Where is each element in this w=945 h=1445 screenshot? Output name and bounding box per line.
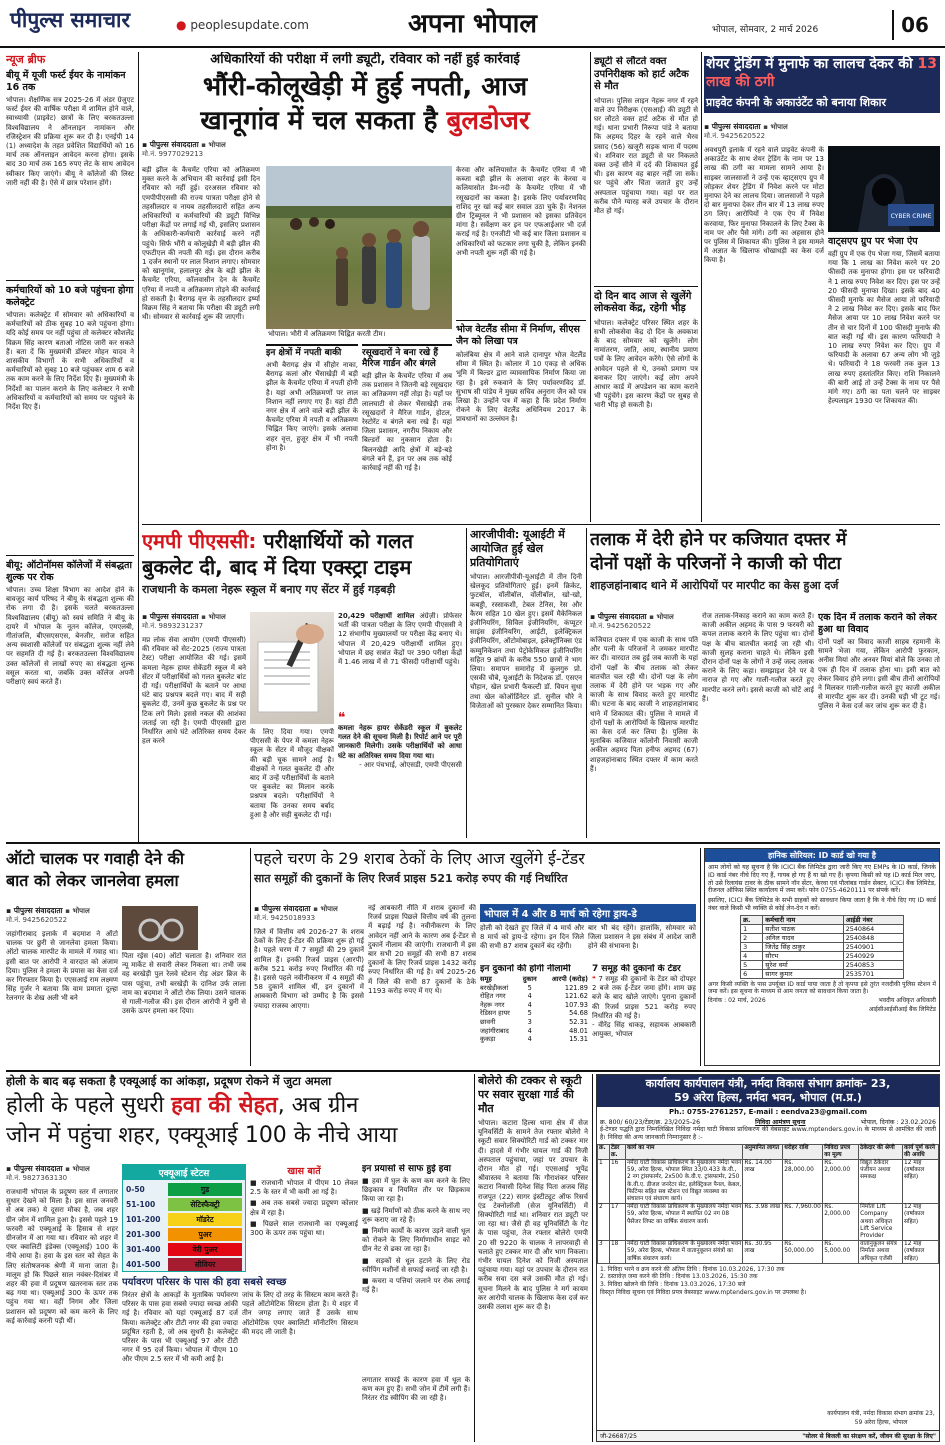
effort-item: ■ कचरा व पत्तियां जलाने पर रोक लगाई गई है। <box>362 1277 470 1295</box>
auto-attack-story: ऑटो चालक पर गवाही देने की बात को लेकर जानलेवा हमला <box>6 849 184 890</box>
brief-body: भोपाल। उच्च शिक्षा विभाग का आदेश होने के बावजूद कार्य परिषद ने बीयू के संबद्धता शुल्क की रोक लगा दी है। इसके चलते बरकतउल्ला विश्वविद्यालय (बीयू) को स्वयं समिति ने बीयू के दायरे में भोपाल के नूतन कॉलेज, एमएलबी, गीतांजलि, बीएसएसएस, बेनजीर, सरोज सहित अन्य स्वशासी कॉलेजों पर संबद्धता शुल्क नहीं लेने पर सहमति दी गई है। बरकतउल्ला विश्वविद्यालय उक्त कॉलेजों से लाखों रुपए का संबद्धता शुल्क वसूल करता था, जबकि उक्त कॉलेज अपनी परीक्षाएं स्वयं करते हैं। <box>6 586 134 687</box>
share-fraud-story: शेयर ट्रेडिंग में मुनाफे का लालच देकर की 13 लाख की ठगी प्राइवेट कंपनी के अकाउंटेंट को बनाया शिकार <box>704 56 940 518</box>
table-cell: नर्मदा घाटी विकास प्राधिकरण के मुख्यालय नर्मदा भवन 59, अरेरा हिल्स, भोपाल स्थित 33/0.433 के.वी., 2 नग ट्रांसफार्मर, 2x500 के.वी.ए. ट्रांसफार्मर, 250 के.वी.ए. डीजल जनरेटर सेट, इलेक्ट्रिकल पैनल, केबल, फिटिंग्स सहित सब स्टेशन एवं विद्युत व्यवस्था का संचालन एवं संधारण कार्य। <box>626 1160 742 1203</box>
page-number: 06 <box>892 10 936 40</box>
aqi-status-row <box>126 1182 242 1196</box>
table-cell: नर्मदा घाटी विकास प्राधिकरण के मुख्यालय नर्मदा भवन 59, अरेरा हिल्स, भोपाल में वातानुकूलन संयंत्रों का वार्षिक संधारण कार्य। <box>626 1241 742 1262</box>
auto-body: जहांगीराबाद इलाके में बदमाश ने ऑटो चालक पर छुरी से जानलेवा हमला किया। ऑटो चालक मारपीट के मामले में गवाह था। इसी बात पर आरोपी ने वारदात को अंजाम दिया। पुलिस ने हमला के प्रयास का केस दर्ज कर गिरफ्तार किया है। एएसआई राम लक्ष्मण सिंह गुर्जर ने बताया कि वाम प्रमाता दूल्हा रेलनगर के शेख अली भी बने <box>6 930 118 1003</box>
table-cell: जितेंद्र सिंह ठाकुर <box>763 942 843 951</box>
table-header: निविदा प्रपत्र का मूल्य <box>823 1144 859 1159</box>
brief-title: बीयू: ऑटोनॉमस कॉलेजों में संबद्धता शुल्क पर रोक <box>6 560 132 583</box>
fact-item: ■ राजधानी भोपाल में पीएम 10 लेवल 2.5 के स्तर में भी कमी आ गई है। <box>250 1179 358 1197</box>
brief-body: भोपाल। कलेक्ट्रेट में सोमवार को अधिकारियों व कर्मचारियों को ठीक सुबह 10 बजे पहुंचना होगा। यदि कोई समय पर नहीं पहुंचा तो कलेक्टर कौशलेंद्र विक्रम सिंह कारण बताओ नोटिस जारी कर सकते हैं। बता दें कि मुख्यमंत्री डॉक्टर मोहन यादव ने शासकीय विभागों के सभी अधिकारियों व कर्मचारियों को सुबह 10 बजे पहुंचकर शाम 6 बजे तक काम करने के लिए निर्देश दिए हैं। मुख्यमंत्री के निर्देशों का पालन कराने के लिए कलेक्टर ने सभी अधिकारियों व कर्मचारियों को समय पर पहुंचने के निर्देश दिए हैं। <box>6 311 134 412</box>
table-row <box>741 924 904 933</box>
share-box: वाट्सएप ग्रुप पर भेजा ऐप वहीं ग्रुप में एक ऐप भेजा गया, जिसमें बताया गया कि 1 लाख का निवेश करने पर 20 फीसदी तक मुनाफा होगा। इस पर फरियादी ने 1 लाख रुपए निवेश कर दिए। इस पर उन्हें 20 फीसदी मुनाफा दिखा। इसके बाद 40 फीसदी मुनाफे का मैसेज आया तो फरियादी ने 2 लाख निवेश कर दिए। इसके बाद फिर मैसेज आया पर 10 लाख निवेश करने पर तीन से चार दिनों में 100 फीसदी मुनाफे की बात कही गई थी। इस कारण फरियादी ने 10 लाख रुपए निवेश कर दिए। ग्रुप में फरियादी के अलावा 67 अन्य लोग भी जुड़े थे। फरियादी ने 18 फरवरी तक कुल 13 लाख रुपए हस्तांतरित किए। राशि निकालने की बारी आई तो उन्हें टैक्स के नाम पर पैसे मांगे गए। ठगी का पता चलने पर साइबर हेल्पलाइन 1930 पर शिकायत की। <box>828 236 940 406</box>
team-photo <box>266 166 452 340</box>
share-byline: ▪ पीपुल्स संवाददाता ▪ भोपाल मो.नं. 9425620522 <box>704 122 788 140</box>
table-cell: 2540853 <box>843 960 903 969</box>
table-header: कार्य का नाम <box>625 1144 742 1159</box>
aqi-range: 51-100 <box>126 1199 156 1209</box>
aqi-label: गुड <box>168 1183 242 1196</box>
table-cell: 5 <box>527 983 532 992</box>
dry-day-title: भोपाल में 4 और 8 मार्च को रहेगा ड्राय-डे <box>480 904 696 922</box>
effort-item: ■ निर्माण कार्यों के कारण उड़ने वाली धूल को रोकने के लिए निर्माणाधीन साइट को ग्रीन नेट से ढका जा रहा है। <box>362 1227 470 1254</box>
fact-item: ■ अब तक सबसे ज्यादा प्रदूषण कोलार क्षेत्र में रहा है। <box>250 1199 358 1217</box>
table-row <box>480 1001 588 1010</box>
table-cell: सुरेश वर्मा <box>763 960 843 969</box>
aqi-range: 401-500 <box>126 1259 161 1269</box>
aqi-range: 301-400 <box>126 1244 161 1254</box>
table-cell: 16 <box>609 1160 625 1204</box>
table-cell: रेडिसन हायर <box>480 1009 510 1018</box>
id-card-notice: हानिक सोरियल: ID कार्ड खो गया है आम लोगों को यह सूचना है कि ICICI बैंक लिमिटेड द्वारा जारी किए गए EMPs के ID कार्ड, जिनके ID कार्ड नंबर नीचे दिए गए हैं, गायब हो गए हैं या खो गए हैं। कृपया किसी को यह ID कार्ड मिल जाए, तो उसे रिलायंस टावर के ठीक सामने नॉन सेंटर, केरवा एवं पौलांबड गार्डन सेक्टर, ICICI बैंक लिमिटेड, रीजनल ऑफिस स्थित कार्यालय में जमा करें। फोन 0755-4620111 पर संपर्क करें। इसलिए, ICICI बैंक लिमिटेड के सभी ग्राहकों को सावधान किया जाता है कि वे नीचे दिए गए ID कार्ड नंबर वाले किसी भी व्यक्ति से कोई लेन-देन न करें। क्र. कर्मचारी नाम आईडी नंबर 1 सतीश पाठक 2540864 2 अनिल यादव 2540848 3 जितेंद्र सिंह ठाकुर 2540901 4 सौरभ 2540929 5 सुरेश वर्मा 2540853 6 सागर कुमार 2535701 अगर किसी व्यक्ति के पास उपर्युक्त ID कार्ड पाया जाता है तो कृपया इसे तुरंत नजदीकी पुलिस स्टेशन में जमा करें। इस सूचना के माध्यम से आम जनता को सावधान किया जाता है। दिनांक : 02 मार्च, 2026 भवदीय अधिकृत अधिकारी आईसीआईसीआई बैंक लिमिटेड <box>704 848 940 1066</box>
heart-attack-story: ड्यूटी से लौटते वक्त उपनिरीक्षक को हार्ट अटैक से मौत भोपाल। पुलिस लाइन नेहरू नगर में रहने वाले उप निरीक्षक (एसआई) की ड्यूटी से घर लौटते वक्त हार्ट अटैक से मौत हो गई। थाना प्रभारी निरूपा पांडे ने बताया कि अहमद दिहर के रहने वाले भैरव प्रसाद (56) खजूरी सड़क थाना में पदस्थ थे। शनिवार रात ड्यूटी से घर निकलते वक्त उन्हें सीने में दर्द की शिकायत हुई थी। इस कारण वह बाहर नहीं जा सके। घर पहुंचे और चिंता जताते हुए उन्हें अस्पताल पहुंचाया गया। वहां पर रात करीब पौने ग्यारह बजे उपचार के दौरान मौत हो गई। दो दिन बाद आज से खुलेंगे लोकसेवा केंद्र, रहेगी भीड़ भोपाल। कलेक्ट्रेट परिसर स्थित शहर के सभी लोकसेवा केंद्र दो दिन के अवकाश के बाद सोमवार को खुलेंगे। लोग नामांतरण, जाति, आय, स्थानीय प्रमाण पत्रों के लिए आवेदन करेंगे। ऐसे लोगों के आवेदन पहले से थे, उनको प्रमाण पत्र बनाकर दिए जाएंगे। कई लोग अपने आधार कार्ड में अपडेशन का काम कराने भी पहुंचेंगे। इस कारण केंद्रों पर सुबह से भारी भीड़ हो सकती है। <box>594 56 698 410</box>
talaq-box: एक दिन में तलाक कराने को लेकर हुआ था विवाद दोनों पक्षों का विवाद काजी साहब रहमानी के सामने भेजा गया, लेकिन आरोपी फुरकान, अनीस मियां और अनवर मियां बोले कि उनका तो एक ही दिन में तलाक होना था। इसी बात को लेकर विवाद होने लगा। इसी बीच तीनों आरोपियों ने मिलकर गाली-गलौज करते हुए काजी अकील से मारपीट शुरू कर दी। उनकी घड़ी भी टूट गई। पुलिस ने केस दर्ज कर जांच शुरू कर दी है। <box>818 612 940 711</box>
cyber-crime-image <box>828 146 940 232</box>
rgpv-story: आरजीपीवी: यूआईटी में आयोजित हुई खेल प्रतियोगिताएं भोपाल। आरजीपीवी-यूआईटी में तीन दिनी खेलकूद प्रतियोगिताएं हुई। इनमें क्रिकेट, फुटबॉल, वॉलीबॉल, वॉलीबॉल, खो-खो, कबड्डी, रस्साकशी, टेबल टेनिस, रेस और कैरम सहित 10 खेल हुए। इसमें मैकेनिकल इंजीनियरिंग, सिविल इंजीनियरिंग, कंप्यूटर साइंस इंजीनियरिंग, आईटी, इलेक्ट्रिकल इंजीनियरिंग, ऑटोमोबाइल, इलेक्ट्रॉनिक्स एंड कम्युनिकेशन तथा पेट्रोकेमिकल इंजीनियरिंग सहित 9 ब्रांचों के करीब 550 छात्रों ने भाग लिया। समापन समारोह में कुलगुरु प्रो. एसकी चौबे, यूआईटी के निदेशक डॉ. एसएन चौहान, खेल प्रभारी फैकल्टी डॉ. वियन सुधा तथा खेल कोऑर्डिनेटर डॉ. सुनील चौरे ने विजेताओं को पुरस्कार देकर सम्मानित किया। <box>470 528 582 710</box>
table-header: कार्य पूर्ण करने की अवधि <box>903 1144 939 1159</box>
table-cell: बरखेड़ीकलां <box>480 983 509 992</box>
svg-text:CYBER CRIME: CYBER CRIME <box>890 213 932 220</box>
quote-icon: ❝ <box>338 712 346 726</box>
table-cell: 15.31 <box>569 1035 588 1044</box>
dry-day-box: भोपाल में 4 और 8 मार्च को रहेगा ड्राय-डे होली को देखते हुए जिले में 4 मार्च और 8 मार्च को ड्राय-डे रहेगा। इन दिन जिले की सभी 87 शराब दुकानें बंद रहेंगी। बार भी बंद रहेंगे। हालांकि, सोमवार को जिला प्रशासन ने इस संबंध में आदेश जारी होने की संभावना है। <box>480 904 696 962</box>
table-cell: वातानुकूलन संयंत्र निर्माता अथवा अधिकृत एजेंसी <box>859 1241 903 1264</box>
table-cell: 48.01 <box>569 1026 588 1035</box>
lead-box-measurement: इन क्षेत्रों में नपती बाकी अभी बैरागढ़ क्षेत्र में सीहोर नाका, बैरागढ़ कलां और भैंसाखेड़ी में बड़ी झील के कैचमेंट एरिया में नपती होनी है। यहां अभी अतिक्रमणों पर लाल निशान नहीं लगाए गए हैं। यहां टीटी नगर क्षेत्र में आने वाले बड़ी झील के कैचमेंट एरिया में नपती व अतिक्रमण चिह्नित किए जाएंगे। इसके अलावा शहर वृत्त, हुजूर क्षेत्र में भी नपती होना है। <box>266 344 358 518</box>
handcuff-photo <box>122 906 198 950</box>
table-cell: 3 <box>598 1241 610 1264</box>
auto-body2: पिता रईस (40) ऑटो चलाता है। शनिवार रात न्यू मार्केट से सवारी लेकर निकला था। तभी जब वह बरखेड़ी पुल रेलवे स्टेशन रोड़ अंडर ब्रिज के पास पहुंचा, तभी बरखेड़ी के दानिश उर्फ लाला नाम का बदमाश ने ऑटो रोक लिया। उसने चालक से गाली-गलौज की। इस दौरान आरोपी ने छुरी से उसके ऊपर हमला कर दिया। <box>122 952 246 1016</box>
table-header: क्र. <box>598 1144 610 1159</box>
aqi-byline: ▪ पीपुल्स संवाददाता ▪ भोपाल मो.नं. 9827363130 <box>6 1164 90 1182</box>
table-cell: 1 <box>598 1160 610 1204</box>
brief-title: कर्मचारियों को 10 बजे पहुंचना होगा कलेक्ट्रेट <box>6 285 134 308</box>
web-icon: ● <box>176 18 187 32</box>
table-cell: Rs. 30.95 लाख <box>743 1241 783 1264</box>
table-cell: 2 <box>598 1204 610 1241</box>
table-row <box>741 933 904 942</box>
table-cell: 2535701 <box>843 969 903 978</box>
table-cell: 54.68 <box>569 1009 588 1018</box>
table-cell: Rs. 28,000.00 <box>783 1160 823 1204</box>
table-cell: 4 <box>527 1000 532 1009</box>
aqi-status-row <box>126 1257 242 1271</box>
aqi-range: 201-300 <box>126 1229 161 1239</box>
tender-office: कार्यालय कार्यपालन यंत्री, नर्मदा विकास संभाग क्रमांक- 23, 59 अरेरा हिल्स, नर्मदा भवन, भोपाल (म.प्र.) <box>597 1075 939 1107</box>
share-subtitle: प्राइवेट कंपनी के अकाउंटेंट को बनाया शिकार <box>704 94 940 113</box>
mppsc-quote: ❝ कमला नेहरू हायर सेकेंडरी स्कूल में बुकलेट गलत देने की सूचना मिली है। रिपोर्ट आने पर पूरी जानकारी मिलेगी। उसके परीक्षार्थियों को आधा घंटे का अतिरिक्त समय दिया गया था। - आर पंचभाई, ओएसडी, एमपी पीएससी <box>338 712 462 769</box>
news-brief-tag: न्यूज ब्रीफ <box>6 53 46 66</box>
aqi-body1: राजधानी भोपाल के प्रदूषण स्तर में लगातार सुधार देखने को मिला है। इस साल जनवरी से अब तक) ये दूसरा मौका है, जब शहर ग्रीन जोन में शामिल हुआ है। इससे पहले 19 फरवरी को एक्यूआई के हिसाब से शहर ग्रीनजोन में आ गया था। रविवार को शहर में एयर क्वालिटी इंडेक्स (एक्यूआई) 100 के नीचे आया है। हवा के इस स्तर को सेहत के लिए संतोषजनक श्रेणी में माना जाता है। मालूम हो कि पिछले साल नवंबर-दिसंबर में शहर की हवा में प्रदूषण खतरनाक स्तर तक बढ़ गया था। एक्यूआई 300 के ऊपर तक पहुंच गया था। वहीं निगम और जिला प्रशासन को प्रदूषण को कम करने के लिए कई कार्रवाई करनी पड़ी थीं। <box>6 1188 118 1325</box>
table-cell: सौरभ <box>763 951 843 960</box>
table-row <box>741 942 904 951</box>
bullet-icon: ▪ <box>142 140 148 149</box>
handcuff-icon <box>122 906 198 950</box>
mppsc-byline: ▪ पीपुल्स संवाददाता ▪ भोपाल मो.नं. 9893231237 <box>142 612 226 630</box>
auction-table: इन दुकानों की होगी नीलामी समूह दुकान आरपी (करोड़) बरखेड़ीकलां 5 121.89 रोहित नगर 4 121.62 नेहरू नगर 4 107.93 रेडिसन हायर 5 54.68 छावनी 3 52.31 जहांगीराबाद 4 48.01 कुकड़ा 4 15.31 <box>480 964 588 1044</box>
table-cell: 2540864 <box>843 924 903 933</box>
lead-box-influential: रसूखदारों ने बना रखे हैं मैरिज गार्डन और बंगले बड़ी झील के कैचमेंट एरिया में अब तक प्रशासन ने जितनी बड़े रसूखदार का अतिक्रमण नहीं तोड़ा है। यहाँ पर लालघाटी से लेकर भैंसाखेड़ी तक रसूखदारों ने मैरिज गार्डन, होटल, रेस्टोरेंट व बंगले बना रखे हैं। यहां जिला प्रशासन, नगरीय निकाय और बिल्डरों का नुकसान होता है। बिलनखेड़ी आदि क्षेत्रों में बड़े-बड़े बंगले बने हैं, इन पर अब तक कोई कार्रवाई नहीं की गई है। <box>362 344 452 518</box>
mppsc-story: एमपी पीएससी: परीक्षार्थियों को गलत बुकलेट दी, बाद में दिया एक्स्ट्रा टाइम राजधानी के कमला नेहरू स्कूल में बनाए गए सेंटर में हुई गड़बड़ी <box>142 529 413 596</box>
talaq-body: कजियात दफ्तर में एक काजी के साथ पति और पत्नी के परिजनों ने जमकर मारपीट कर दी। वारदात तब हुई जब काजी के यहां दोनों पक्षों के बीच तलाक को लेकर बातचीत चल रही थी। दोनों पक्ष के लोग तलाक में देरी होने पर भड़क गए और काजी के साथ विवाद करते हुए मारपीट की। घटना के बाद काजी ने शाहजहांनाबाद थाने में शिकायत की। पुलिस ने मामले में दोनों पक्षों के आरोपियों के खिलाफ मारपीट का केस दर्ज कर लिया है। पुलिस के मुताबिक कजियात कॉलोनी निवासी काजी अकील अहमद पिता हनीफ अहमद (67) शाहजहांनाबाद स्थित दफ्तर में काम करते हैं। <box>590 636 698 773</box>
table-row <box>480 1035 588 1044</box>
table-cell: 17 <box>609 1204 625 1241</box>
table-cell: 4 <box>527 1035 532 1044</box>
table-row <box>480 1027 588 1036</box>
table-row <box>598 1204 939 1241</box>
table-row <box>480 992 588 1001</box>
table-cell: 4 <box>741 951 763 960</box>
exam-sheet-icon <box>250 612 334 724</box>
tender-note: विस्तृत निविदा सूचना एवं निविदा प्रपत्र वेबसाइट www.mptenders.gov.in पर उपलब्ध है। <box>600 1288 807 1296</box>
table-cell: 52.31 <box>569 1017 588 1026</box>
table-cell: 6 <box>741 969 763 978</box>
table-cell: निर्माता Lift Company अथवा अधिकृत Lift Service Provider <box>859 1204 903 1241</box>
table-cell: Rs. 14.00 लाख <box>743 1160 783 1204</box>
dateline: भोपाल, सोमवार, 2 मार्च 2026 <box>712 25 819 35</box>
table-cell: 2540929 <box>843 951 903 960</box>
logo: पीपुल्स समाचार <box>10 7 131 32</box>
wetland-story: भोज वेटलैंड सीमा में निर्माण, सीएस जैन को लिखा पत्र कोलंबिया क्षेत्र में आने वाले दानापुर भोज वेटलैंड सीमा में स्थित है। कोलार में 10 एकड़ से अधिक भूमि में बिल्डर द्वारा व्यावसायिक निर्माण किया जा रहा है। इसे रुकवाने के लिए पर्यावरणविद डॉ. सुभाष सी पांडेय ने मुख्य सचिव अनुराग जैन को पत्र लिखा है। उन्होंने पत्र में कहा है कि प्रदेश निर्माण रोकने के लिए वेटलैंड अधिनियम 2017 के प्रावधानों का उल्लंघन है। <box>456 320 586 518</box>
masthead <box>0 0 945 48</box>
table-cell: 107.93 <box>564 1000 588 1009</box>
brief-title: बीयू में यूजी फर्स्ट ईयर के नामांकन 16 तक <box>6 70 126 93</box>
aqi-facts: खास बातें ■ राजधानी भोपाल में पीएम 10 लेवल 2.5 के स्तर में भी कमी आ गई है। ■ अब तक सबसे ज्यादा प्रदूषण कोलार क्षेत्र में रहा है। ■ पिछले साल राजधानी का एक्यूआई 300 के ऊपर तक पहुंचा था। <box>250 1166 358 1238</box>
table-cell: 2540901 <box>843 942 903 951</box>
aqi-story: होली के बाद बढ़ सकता है एक्यूआई का आंकड़ा, प्रदूषण रोकने में जुटा अमला होली के पहले सुधरी हवा की सेहत, अब ग्रीन जोन में पहुंचा शहर, एक्यूआई 100 के नीचे आया <box>6 1074 398 1148</box>
tender-note: 1. निविदा भरने व क्रय करने की अंतिम तिथि : दिनांक 10.03.2026, 17:30 तक <box>600 1265 785 1273</box>
aqi-status-panel <box>122 1164 246 1272</box>
aqi-status-row <box>126 1197 242 1211</box>
aqi-env3: लगातार सफाई के कारण हवा में धूल के कण कम हुए हैं। सभी जोन में टीमें लगी हैं। निरंतर रोड स्वीपिंग की जा रही है। <box>362 1376 470 1403</box>
share-body: अवधपुरी इलाके में रहने वाले प्राइवेट कंपनी के अकाउंटेंट के साथ शेयर ट्रेडिंग के नाम पर 13 लाख की ठगी का मामला सामने आया है। साइबर जालसाजों ने उन्हें एक व्हाट्सएप ग्रुप में जोड़कर शेयर ट्रेडिंग में निवेश करने पर मोटा मुनाफा देने का लालच दिया। जालसाजों ने पहले दो बार मुनाफा देकर तीन बार में 13 लाख रुपए ठग लिए। आरोपियों ने एक ऐप में निवेश करवाया, फिर मुनाफा निकालने के लिए टैक्स के नाम पर और पैसे मांगे। ठगी का अहसास होने पर पुलिस में शिकायत की। पुलिस ने इस मामले में अज्ञात के खिलाफ धोखाधड़ी का केस दर्ज किया है। <box>704 146 824 265</box>
table-header: अनुमानित लागत <box>743 1144 783 1159</box>
table-cell: 121.62 <box>564 992 588 1001</box>
table-cell: छावनी <box>480 1017 496 1026</box>
table-cell: Rs. 50,000.00 <box>783 1241 823 1264</box>
talaq-body2: रोज तलाक-निकाह कराने का काम करते हैं। काजी अकील अहमद के पास 9 फरवरी को कपल तलाक कराने के लिए पहुंचा था। दोनों पक्ष के बीच बातचीत कराई जा रही थी। काजी सुलह कराना चाहते थे। लेकिन इसी दौरान दोनों पक्ष के लोगों ने उन्हें जल्द तलाक कराने के लिए कहा। समझाइश देने पर वे नाराज हो गए और गाली-गलौज करते हुए मारपीट करने लगे। इससे काजी को चोटें आई हैं। <box>702 612 814 703</box>
table-cell: सतीश पाठक <box>763 924 843 933</box>
table-cell: अनिल यादव <box>763 933 843 942</box>
section-title: अपना भोपाल <box>408 9 537 39</box>
liquor-body2: नई आबकारी नीति में शराब दुकानों की रिजर्व प्राइस पिछले वित्तीय वर्ष की तुलना में बढ़ाई गई है। नवीनीकरण के लिए आवेदन नहीं आने के कारण अब ई-टेंडर से दुकानें नीलाम की जाएंगी। राजधानी में इस बार सभी 20 समूहों की सभी 87 शराब दुकानों के लिए रिजर्व प्राइस 1432 करोड़ रुपए निर्धारित की गई है। वर्ष 2025-26 में जिले की सभी 87 दुकानों के ठेके 1193 करोड़ रुपए में गए थे। <box>368 904 476 995</box>
table-cell: नेहरू नगर <box>480 1000 505 1009</box>
aqi-status-row <box>126 1212 242 1226</box>
table-row <box>480 1009 588 1018</box>
aqi-status-row <box>126 1242 242 1256</box>
effort-item: ■ हवा में घुल के कण कम करने के लिए छिड़काव व नियमित तौर पर छिड़काव किया जा रहा है। <box>362 1177 470 1204</box>
aqi-range: 101-200 <box>126 1214 161 1224</box>
table-cell: 3 <box>741 942 763 951</box>
tender-note: 3. निविदा खोलने की तिथि : दिनांक 13.03.2026, 17:30 बजे <box>600 1281 746 1289</box>
lead-byline: ▪ पीपुल्स संवाददाता ▪ भोपाल मो.नं. 9977029213 <box>142 140 226 158</box>
talaq-story: तलाक में देरी होने पर कजियात दफ्तर में दोनों पक्षों के परिजनों ने काजी को पीटा शाहजहांनाबाद थाने में आरोपियों पर मारपीट का केस हुआ दर्ज <box>590 530 847 592</box>
liquor-body1: जिले में वित्तीय वर्ष 2026-27 के शराब ठेकों के लिए ई-टेंडर की प्रक्रिया शुरू हो गई है। पहले चरण में 7 समूहों की 29 दुकानें शामिल हैं। इनकी रिजर्व प्राइस (आरपी) करीब 521 करोड़ रुपए निर्धारित की गई है। इससे पहले नवीनीकरण में 4 समूहों की 58 दुकानें शामिल थीं, इन दुकानों में आबकारी विभाग को उम्मीद है कि इससे ज्यादा राजस्व आएगा। <box>254 928 364 1010</box>
brief-body: भोपाल। शैक्षणिक सत्र 2025-26 में अंडर ग्रेजुएट फर्स्ट ईयर की वार्षिक परीक्षा में शामिल होने वाले, स्वाध्यायी (प्राइवेट) छात्रों के लिए बरकतउल्ला विश्वविद्यालय ने ऑनलाइन नामांकन और रजिस्ट्रेशन की प्रक्रिया शुरू कर दी है। एनईपी 14 (1) अध्यादेश के तहत प्रवेशित विद्यार्थियों को 16 मार्च तक ऑनलाइन आवेदन करना होगा। इसके बाद 30 मार्च तक 165 रुपए लेट के साथ आवेदन स्वीकार किए जाएंगे। बीयू ने कॉलेजों की लिस्ट जारी नहीं की है। ऐसे में छात्र परेशान होंगे। <box>6 96 134 187</box>
table-cell: 4 <box>527 1026 532 1035</box>
lead-body-col1: बड़ी झील के कैचमेंट एरिया को अतिक्रमण मुक्त करने के अभियान की कार्रवाई इसी दिन रविवार को नहीं हुई। दरअसल रविवार को एमपीपीएससी की राज्य पात्रता परीक्षा होने से तहसीलदार व नायब तहसीलदारों सहित अन्य अधिकारियों व कर्मचारियों की ड्यूटी विभिन्न परीक्षा केंद्रों पर लगाई गई थी, इसलिए प्रशासन के अधिकारी-कर्मचारी कार्रवाई करने नहीं पहुंचे। सिर्फ भौंरी व कोलूखेड़ी में बड़ी झील की एफटीएल की नपती की गई। इस दौरान करीब 1 दर्जन स्थानों पर लाल निशान लगाए। सोमवार को खानूगांव, हलालपुर क्षेत्र के बड़ी झील के कैचमेंट एरिया, कॉलवासीन देन के कैचमेंट एरिया में नपती व अतिक्रमण तोड़ने की कार्रवाई हो सकती है। बैरागढ़ वृत्त के तहसीलदार इर्ष्या विक्रम सिंह ने बताया कि परीक्षा की ड्यूटी लगी थी। सोमवार से कार्रवाई शुरू की जाएगी। <box>142 166 260 322</box>
table-cell: 1 <box>741 924 763 933</box>
aqi-env-section: पर्यावरण परिसर के पास की हवा सबसे स्वच्छ निरंतर क्षेत्रों के आकड़ों के मुताबिक पर्यावरण परिसर के पास हवा सबसे ज्यादा स्वच्छ आंकी गई है। रविवार को यहां एक्यूआई 87 दर्ज किया। कलेक्ट्रेट और टीटी नगर की हवा ज्यादा प्रदूषित रहती है, जो अब सुधरी है। कलेक्ट्रेट परिसर के पास भी एक्यूआई 97 और टीटी नगर में 95 दर्ज किया। भोपाल में पीएम 10 और पीएम 2.5 स्तर में भी कमी आई है। जांच के लिए दो तरह के सिस्टम काम करते हैं। पहले ऑटोमेटिक सिस्टम होता है। ये शहर में तीन जगह लगाए जाते हैं उसके साथ ऑटोमेटिक एयर क्वालिटी मॉनीटरिंग सिस्टम की मदद ली जाती है। <box>122 1277 358 1364</box>
photo-caption: भोपाल। भौरी में अतिक्रमण चिह्नित करती टीम। <box>266 329 452 340</box>
table-cell: विद्युत ठेकेदार पंजीयन अथवा समकक्ष <box>859 1160 903 1204</box>
table-cell: रोहित नगर <box>480 992 506 1001</box>
table-cell: कुकड़ा <box>480 1035 496 1044</box>
aqi-efforts: इन प्रयासों से साफ हुई हवा ■ हवा में घुल के कण कम करने के लिए छिड़काव व नियमित तौर पर छिड़काव किया जा रहा है। ■ खड़े निर्माणों को ठीक करने के साथ नए शुरू कराए जा रहे हैं। ■ निर्माण कार्यों के कारण उड़ने वाली धूल को रोकने के लिए निर्माणाधीन साइट को ग्रीन नेट से ढका जा रहा है। ■ सड़कों से धूल हटाने के लिए रोड स्वीपिंग मशीनों से सफाई कराई जा रही है। ■ कचरा व पत्तियां जलाने पर रोक लगाई गई है। <box>362 1164 470 1295</box>
table-cell: 121.89 <box>564 983 588 992</box>
hacker-icon <box>828 146 940 232</box>
table-row <box>741 969 904 978</box>
table-header: धरोहर राशि <box>783 1144 823 1159</box>
aqi-label: सीवियर <box>168 1258 242 1271</box>
table-row <box>598 1160 939 1204</box>
aqi-range: 0-50 <box>126 1184 145 1194</box>
id-table: क्र. कर्मचारी नाम आईडी नंबर 1 सतीश पाठक 2540864 2 अनिल यादव 2540848 3 जितेंद्र सिंह ठाकुर 2540901 4 सौरभ 2540929 5 सुरेश वर्मा 2540853 6 सागर कुमार 2535701 <box>740 915 904 979</box>
table-row <box>598 1241 939 1264</box>
table-cell: 5 <box>741 960 763 969</box>
table-cell: 12 माह (वर्षाकाल सहित) <box>903 1160 939 1204</box>
table-cell: Rs. 3.98 लाख <box>743 1204 783 1241</box>
auto-byline: ▪ पीपुल्स संवाददाता ▪ भोपाल मो.नं. 9425620522 <box>6 906 90 924</box>
group-tender-box: 7 समूह की दुकानों के टेंडर ❝ 7 समूह की दुकानों के टेंडर को दोपहर 2 बजे तक ई-टेंडर जमा होंगे। शाम छह बजे के बाद खोले जाएंगे। पुराना दुकानों की रिजर्व प्राइस 521 करोड़ रुपए निर्धारित की गई है। - वीरेंद्र सिंह धाकड़, सहायक आबकारी आयुक्त, भोपाल <box>592 964 696 1039</box>
liquor-story: पहले चरण के 29 शराब ठेकों के लिए आज खुलेंगे ई-टेंडर सात समूहों की दुकानों के लिए रिजर्व प्राइस 521 करोड़ रुपए की गई निर्धारित <box>254 849 585 885</box>
aqi-status-row <box>126 1227 242 1241</box>
table-cell: 2540848 <box>843 933 903 942</box>
news-brief-column <box>6 52 134 842</box>
lead-kicker: अधिकारियों की परीक्षा में लगी ड्यूटी, रविवार को नहीं हुई कार्रवाई <box>210 52 520 67</box>
notice-title: हानिक सोरियल: ID कार्ड खो गया है <box>705 849 939 862</box>
table-cell: 4 <box>527 992 532 1001</box>
table-cell: Rs. 2,000.00 <box>823 1204 859 1241</box>
exam-photo <box>250 612 334 724</box>
table-cell: Rs. 7,960.00 <box>783 1204 823 1241</box>
aqi-status-title: एक्यूआई स्टेटस <box>123 1165 245 1180</box>
fact-item: ■ पिछले साल राजधानी का एक्यूआई 300 के ऊपर तक पहुंचा था। <box>250 1219 358 1238</box>
table-cell: जहांगीराबाद <box>480 1026 509 1035</box>
table-cell: 12 माह (वर्षाकाल सहित) <box>903 1241 939 1264</box>
tender-note: 2. दस्तावेज़ जमा करने की तिथि : दिनांक 13.03.2026, 15:30 तक <box>600 1273 758 1281</box>
talaq-byline: ▪ पीपुल्स संवाददाता ▪ भोपाल मो.नं. 9425620522 <box>590 612 674 630</box>
table-row <box>480 1018 588 1027</box>
lead-body-col3: केरवा और कलियासोत के कैचमेंट एरिया में भी कब्जा बड़ी झील के अलावा शहर के केरवा व कलियासोत डैम-नदी के कैचमेंट एरिया में भी रसूखदारों का कब्जा है। इसके लिए पर्यावरणविद राशिद नूर खां कई बार सवाल उठा चुके हैं। नेशनल ग्रीन ट्रिब्यूनल ने भी प्रशासन को इसका प्रतिवेदन मांगा है। सर्वेक्षण कर इन पर एफआईआर भी दर्ज कराई गई है। एनजीटी भी कई बार जिला प्रशासन व अधिकारियों को फटकार लगा चुकी है, लेकिन इनकी अभी नपती शुरू नहीं की गई है। <box>456 166 586 257</box>
lead-headline: भौंरी-कोलूखेड़ी में हुई नपती, आज खानूगांव में चल सकता है बुलडोजर <box>200 72 530 136</box>
table-cell: 2 <box>741 933 763 942</box>
website: ● peoplesupdate.com <box>176 18 309 32</box>
table-row <box>480 984 588 993</box>
table-row <box>741 951 904 960</box>
aqi-label: सेटिस्फैक्ट्री <box>168 1198 242 1211</box>
aqi-label: पुअर <box>168 1228 242 1241</box>
table-cell: सागर कुमार <box>763 969 843 978</box>
tender-table <box>597 1144 939 1264</box>
mppsc-body2: के लिए दिया गया। एमपी पीएससी के पेपर में कमला नेहरू स्कूल के सेंटर में मौजूद वीक्षकों की बड़ी चूक सामने आई है। वीक्षकों ने गलत बुकलेट दी और बाद में उन्हें परीक्षार्थियों के बताने पर बुकलेट का मिलान करके प्रश्नपत्र बदले। परीक्षार्थियों ने बताया कि उनका समय बर्बाद हुआ है और सही बुकलेट दी गई। <box>250 728 334 819</box>
liquor-byline: ▪ पीपुल्स संवाददाता ▪ भोपाल मो.नं. 9425018933 <box>254 904 338 922</box>
table-cell: 12 माह (वर्षाकाल सहित) <box>903 1204 939 1241</box>
mppsc-stats: 20,429 परीक्षार्थी शामिल अंग्रेज़ी। प्रोफेसर भर्ती की पात्रता परीक्षा के लिए एमपी पीएससी ने 12 संभागीय मुख्यालयों पर परीक्षा केंद्र बनाए थे। भोपाल में 20,429 परीक्षार्थी शामिल हुए। भोपाल में छह सत्रांत केंद्रों पर 390 परीक्षा केंद्रों में 1.46 लाख में से 71 फीसदी परीक्षार्थी पहुंचे। <box>338 612 462 667</box>
table-cell: 3 <box>527 1017 532 1026</box>
auction-table-grid: समूह दुकान आरपी (करोड़) बरखेड़ीकलां 5 121.89 रोहित नगर 4 121.62 नेहरू नगर 4 107.93 रेडिसन हायर 5 54.68 छावनी 3 52.31 जहांगीराबाद 4 48.01 कुकड़ा 4 15.31 <box>480 975 588 1044</box>
tender-notice: कार्यालय कार्यपालन यंत्री, नर्मदा विकास संभाग क्रमांक- 23, 59 अरेरा हिल्स, नर्मदा भवन, भोपाल (म.प्र.) Ph.: 0755-2761257, E-mail : eendva23@gmail.com क्र. 800/ 60/23/टेंडर/क्र. 23/2025-26 निविदा आमंत्रण सूचना भोपाल, दिनांक : 23.02.2026 ई-टेण्डर पद्धति द्वारा निम्नलिखित निविदा नर्मदा घाटी विकास प्राधिकरण की वेबसाइट www.mptenders.gov.in के माध्यम से आमंत्रित की जाती है। निविदा की अन्य जानकारी निम्नानुसार है :- क्र. टेंडर क्र. कार्य का नाम अनुमानित लागत धरोहर राशि निविदा प्रपत्र का मूल्य ठेकेदार की श्रेणी कार्य पूर्ण करने की अवधि 1 16 नर्मदा घाटी विकास प्राधिकरण के मुख्यालय नर्मदा भवन 59, अरेरा हिल्स, भोपाल स्थित 33/0.433 के.वी., 2 नग ट्रांसफार्मर, 2x500 के.वी.ए. ट्रांसफार्मर, 250 के.वी.ए. डीजल जनरेटर सेट, इलेक्ट्रिकल पैनल, केबल, फिटिंग्स सहित सब स्टेशन एवं विद्युत व्यवस्था का संचालन एवं संधारण कार्य। Rs. 14.00 लाख Rs. 28,000.00 Rs. 2,000.00 विद्युत ठेकेदार पंजीयन अथवा समकक्ष 12 माह (वर्षाकाल सहित) 2 17 नर्मदा घाटी विकास प्राधिकरण के मुख्यालय नर्मदा भवन 59, अरेरा हिल्स, भोपाल में स्थापित 02 नग 08 पैसेंजर लिफ्ट का वार्षिक संधारण कार्य। Rs. 3.98 लाख Rs. 7,960.00 Rs. 2,000.00 निर्माता Lift Company अथवा अधिकृत Lift Service Provider 12 माह (वर्षाकाल सहित) 3 18 नर्मदा घाटी विकास प्राधिकरण के मुख्यालय नर्मदा भवन 59, अरेरा हिल्स, भोपाल में वातानुकूलन संयंत्रों का वार्षिक संधारण कार्य। Rs. 30.95 लाख Rs. 50,000.00 Rs. 5,000.00 वातानुकूलन संयंत्र निर्माता अथवा अधिकृत एजेंसी 12 माह (वर्षाकाल सहित) 1. निविदा भरने व क्रय करने की अंतिम तिथि : दिनांक 10.03.2026, 17:30 तक 2. दस्तावेज़ जमा करने की तिथि : दिनांक 13.03.2026, 15:30 तक 3. निविदा खोलने की तिथि : दिनांक 13.03.2026, 17:30 बजे विस्तृत निविदा सूचना एवं निविदा प्रपत्र वेबसाइट www.mptenders.gov.in पर उपलब्ध है। जी-26687/25 "सोलर से बिजली का संरक्षण करें, जीवन की सुरक्षा के लिए" कार्यपालन यंत्री, नर्मदा विकास संभाग क्रमांक 23, 59 अरेरा हिल्स, भोपाल <box>596 1074 940 1442</box>
bolero-story: बोलेरो की टक्कर से स्कूटी पर सवार सुरक्षा गार्ड की मौत भोपाल। कटारा हिल्स थाना क्षेत्र में सेज यूनिवर्सिटी के सामने तेज रफ्तार बोलेरो ने स्कूटी सवार सिक्योरिटी गार्ड को टक्कर मार दी। हादसे में गंभीर घायल गार्ड की निजी अस्पताल पहुंचाया, जहां पर उपचार के दौरान मौत हो गई। एएसआई भूपेंद्र श्रीवास्तव ने बताया कि गौराशंकर परिसर कटारा निवासी दिनेश सिंह पिता अजब सिंह राजपूत (22) सागर इंस्टीट्यूट ऑफ रिसर्च एंड टेक्नोलॉजी (सेज यूनिवर्सिटी) में सिक्योरिटी गार्ड था। शनिवार रात ड्यूटी पर जा रहा था। जैसे ही वह यूनिवर्सिटी के गेट के पास पहुंचा, तेज रफ्तार बोलेरो एमपी 20 सी 9220 के चालक ने लापरवाही से चलाते हुए टक्कर मार दी और भाग निकला। गंभीर घायल दिनेश को निजी अस्पताल पहुंचाया गया। यहां पर उपचार के दौरान रात करीब सवा दस बजे उसकी मौत हो गई। सूचना मिलने के बाद पुलिस ने मर्ग कायम कर आरोपी चालक के खिलाफ केस दर्ज कर उसकी तलाश शुरू कर दी है। <box>478 1074 588 1312</box>
aqi-label: मॉडरेट <box>168 1213 242 1226</box>
table-cell: 5 <box>527 1009 532 1018</box>
lead-photo <box>266 166 452 340</box>
aqi-label: वेरी पुअर <box>168 1243 242 1256</box>
mppsc-body: मप्र लोक सेवा आयोग (एमपी पीएससी) की रविवार को सेट-2025 (राज्य पात्रता टेस्ट) परीक्षा आयोजित की गई। इसमें कमला नेहरू हायर सेकेंडरी स्कूल में बने सेंटर में परीक्षार्थियों को गलत बुकलेट बांट दी गईं। परीक्षार्थियों के बताने पर आधा घंटे बाद प्रश्नपत्र बदले गए। बाद में सही बुकलेट दी, उनमें कुछ बुकलेट के प्रश्न पर टिक लगे मिले। इससे नकल की आशंका जताई जा रही है। एमपी पीएससी द्वारा निर्धारित आधे घंटे अतिरिक्त समय देकर हल करने <box>142 636 246 746</box>
effort-item: ■ खड़े निर्माणों को ठीक करने के साथ नए शुरू कराए जा रहे हैं। <box>362 1206 470 1224</box>
table-cell: Rs. 5,000.00 <box>823 1241 859 1264</box>
table-header: ठेकेदार की श्रेणी <box>859 1144 903 1159</box>
table-header: टेंडर क्र. <box>609 1144 625 1159</box>
table-cell: 18 <box>609 1241 625 1264</box>
table-cell: Rs. 2,000.00 <box>823 1160 859 1204</box>
table-row <box>741 960 904 969</box>
effort-item: ■ सड़कों से धूल हटाने के लिए रोड स्वीपिंग मशीनों से सफाई कराई जा रही है। <box>362 1256 470 1274</box>
quote-icon: ❝ <box>592 975 596 983</box>
table-cell: नर्मदा घाटी विकास प्राधिकरण के मुख्यालय नर्मदा भवन 59, अरेरा हिल्स, भोपाल में स्थापित 02 नग 08 पैसेंजर लिफ्ट का वार्षिक संधारण कार्य। <box>625 1204 742 1241</box>
